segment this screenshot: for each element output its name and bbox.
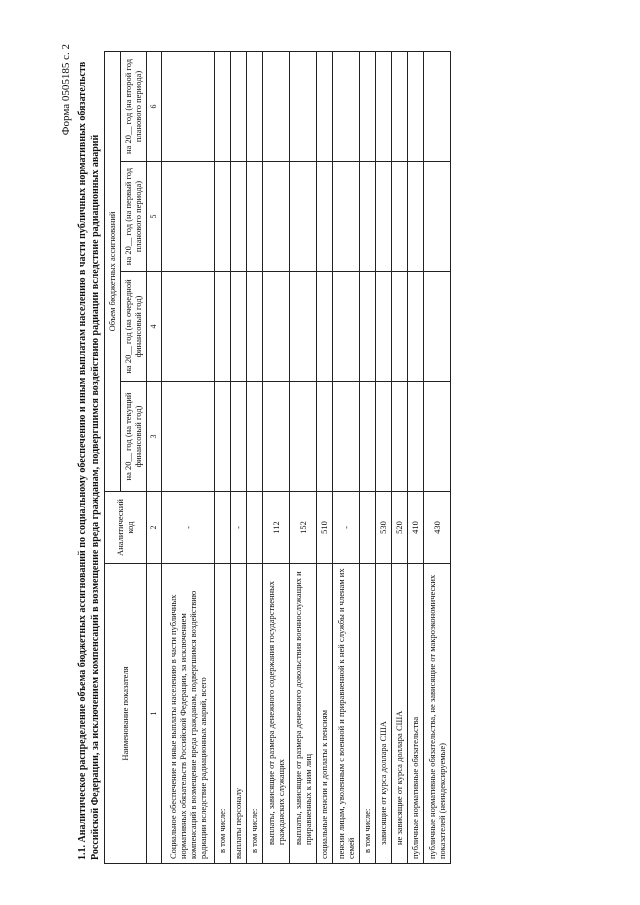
- row-code: 152: [289, 492, 316, 564]
- value-cell[interactable]: [289, 272, 316, 382]
- table-row: [214, 51, 230, 863]
- header-col4: на 20__ год (на очередной финансовый год): [120, 272, 146, 382]
- form-number: Форма 0505185 с. 2: [60, 44, 72, 136]
- row-name: выплаты, зависящие от размера денежного содержания государственных гражданских служащих: [262, 564, 289, 864]
- header-code: Аналитический код: [105, 492, 147, 564]
- value-cell[interactable]: [289, 51, 316, 161]
- row-name: зависящие от курса доллара США: [375, 564, 391, 864]
- table-row: [407, 51, 423, 863]
- value-cell[interactable]: [262, 382, 289, 492]
- value-cell[interactable]: [289, 162, 316, 272]
- row-name: Социальное обеспечение и иные выплаты населению в части публичных нормативных обязательств Российской Федерации, за исключением компенсаций в возмещение вреда гражданам, подвергшимся воздействию радиации вследствие радиационных аварий, всего: [161, 564, 214, 864]
- value-cell[interactable]: [359, 51, 375, 161]
- row-code: 410: [407, 492, 423, 564]
- value-cell[interactable]: [359, 162, 375, 272]
- value-cell[interactable]: [407, 382, 423, 492]
- table-row: [262, 51, 289, 863]
- value-cell[interactable]: [375, 272, 391, 382]
- row-code: [246, 492, 262, 564]
- table-row: [161, 51, 214, 863]
- row-code: 530: [375, 492, 391, 564]
- header-col3: на 20__ год (на текущий финансовый год): [120, 382, 146, 492]
- column-number-row: [146, 51, 161, 863]
- row-name: не зависящие от курса доллара США: [391, 564, 407, 864]
- table-row: [230, 51, 246, 863]
- value-cell[interactable]: [262, 272, 289, 382]
- row-code: 520: [391, 492, 407, 564]
- value-cell[interactable]: [230, 382, 246, 492]
- table-row: [332, 51, 359, 863]
- value-cell[interactable]: [407, 162, 423, 272]
- value-cell[interactable]: [391, 162, 407, 272]
- value-cell[interactable]: [230, 51, 246, 161]
- row-name: выплаты, зависящие от размера денежного довольствия военнослужащих и приравненных к ним лиц: [289, 564, 316, 864]
- value-cell[interactable]: [161, 272, 214, 382]
- value-cell[interactable]: [262, 162, 289, 272]
- col-number: 4: [146, 272, 161, 382]
- row-name: в том числе:: [246, 564, 262, 864]
- col-number: 2: [146, 492, 161, 564]
- value-cell[interactable]: [161, 382, 214, 492]
- row-code: -: [332, 492, 359, 564]
- row-code: 510: [316, 492, 332, 564]
- row-code: -: [230, 492, 246, 564]
- section-heading: 1.1. Аналитическое распределение объема бюджетных ассигнований по социальному обеспечению и иным выплатам населению в части публичных нормативных обязательств Российской Федерации, за исключением компенсаций в возмещение вреда гражданам, подвергшимся воздействию радиации вследствие радиационных аварий: [77, 61, 101, 860]
- header-name: Наименование показателя: [105, 564, 147, 864]
- table-row: [289, 51, 316, 863]
- value-cell[interactable]: [246, 162, 262, 272]
- col-number: 1: [146, 564, 161, 864]
- value-cell[interactable]: [316, 272, 332, 382]
- value-cell[interactable]: [316, 382, 332, 492]
- row-code: [359, 492, 375, 564]
- value-cell[interactable]: [391, 51, 407, 161]
- budget-table: [104, 51, 451, 864]
- value-cell[interactable]: [262, 51, 289, 161]
- row-name: выплаты персоналу: [230, 564, 246, 864]
- row-name: социальные пенсии и доплаты к пенсиям: [316, 564, 332, 864]
- value-cell[interactable]: [332, 51, 359, 161]
- value-cell[interactable]: [316, 51, 332, 161]
- header-col5: на 20__ год (на первый год планового периода): [120, 162, 146, 272]
- row-name: в том числе:: [214, 564, 230, 864]
- value-cell[interactable]: [375, 51, 391, 161]
- value-cell[interactable]: [423, 162, 450, 272]
- value-cell[interactable]: [214, 382, 230, 492]
- table-row: [359, 51, 375, 863]
- value-cell[interactable]: [423, 51, 450, 161]
- value-cell[interactable]: [407, 51, 423, 161]
- value-cell[interactable]: [161, 51, 214, 161]
- row-name: публичные нормативные обязательства: [407, 564, 423, 864]
- header-group: Объем бюджетных ассигнований: [105, 51, 121, 491]
- header-col6: на 20__ год (на второй год планового периода): [120, 51, 146, 161]
- row-code: 112: [262, 492, 289, 564]
- col-number: 3: [146, 382, 161, 492]
- value-cell[interactable]: [407, 272, 423, 382]
- value-cell[interactable]: [214, 51, 230, 161]
- table-row: [391, 51, 407, 863]
- value-cell[interactable]: [230, 272, 246, 382]
- value-cell[interactable]: [423, 382, 450, 492]
- value-cell[interactable]: [246, 272, 262, 382]
- value-cell[interactable]: [161, 162, 214, 272]
- value-cell[interactable]: [375, 162, 391, 272]
- col-number: 5: [146, 162, 161, 272]
- value-cell[interactable]: [214, 162, 230, 272]
- value-cell[interactable]: [332, 382, 359, 492]
- row-code: 430: [423, 492, 450, 564]
- table-row: [316, 51, 332, 863]
- value-cell[interactable]: [246, 382, 262, 492]
- value-cell[interactable]: [332, 162, 359, 272]
- value-cell[interactable]: [289, 382, 316, 492]
- value-cell[interactable]: [230, 162, 246, 272]
- row-name: публичные нормативные обязательства, не зависящие от макроэкономических показателей (неиндексируемые): [423, 564, 450, 864]
- document-page: [60, 44, 625, 864]
- value-cell[interactable]: [359, 382, 375, 492]
- row-name: пенсии лицам, уволенным с военной и приравненной к ней службы и членам их семей: [332, 564, 359, 864]
- value-cell[interactable]: [246, 51, 262, 161]
- value-cell[interactable]: [375, 382, 391, 492]
- value-cell[interactable]: [423, 272, 450, 382]
- row-name: в том числе:: [359, 564, 375, 864]
- value-cell[interactable]: [214, 272, 230, 382]
- value-cell[interactable]: [391, 272, 407, 382]
- table-row: [375, 51, 391, 863]
- row-code: -: [161, 492, 214, 564]
- value-cell[interactable]: [332, 272, 359, 382]
- col-number: 6: [146, 51, 161, 161]
- value-cell[interactable]: [391, 382, 407, 492]
- table-row: [423, 51, 450, 863]
- value-cell[interactable]: [359, 272, 375, 382]
- table-row: [246, 51, 262, 863]
- value-cell[interactable]: [316, 162, 332, 272]
- row-code: [214, 492, 230, 564]
